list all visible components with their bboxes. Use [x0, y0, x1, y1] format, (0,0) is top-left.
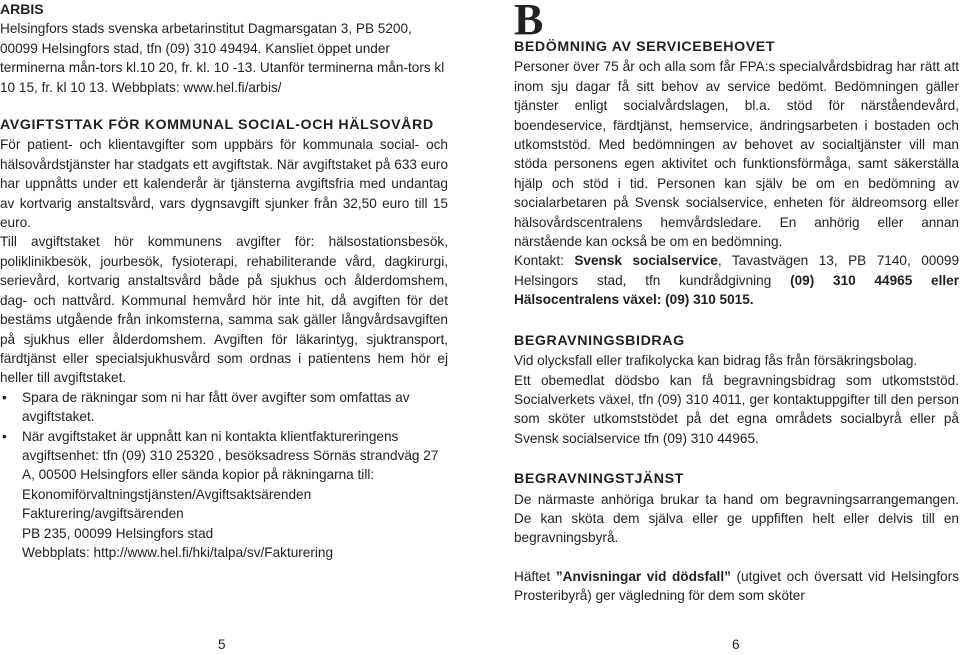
contact-prefix: Kontakt: [514, 253, 575, 269]
billing-website: Webbplats: http://www.hel.fi/hki/talpa/sv/Fakturering [22, 544, 334, 560]
assessment-paragraph: Personer över 75 år och alla som får FPA:s specialvårdsbidrag har rätt att inom sju dagar få sitt behov av service bedömt. Bedömningen gäller tjänster enligt socialvårdslagen, bl.a. stöd för närståendevård, boendeservice, färdtjänst, hemservice, ändringsarbeten i bostaden och utkomststöd. Med bedömningen av behovet av socialtjänster vill man stöda personens egen aktivitet och funktionsförmåga, samt säkerställa hjälp och stöd i tid. Personen kan själv be om en bedömning av socialarbetaren på Svensk socialservice, enheten för äldreomsorg eller hälsovårdscentralens hemvårdsledare. En anhörig eller annan närstående kan också be om en bedömning. [514, 59, 959, 250]
right-page [514, 0, 959, 606]
arbis-address: Helsingfors stads svenska arbetarinstitut Dagmarsgatan 3, PB 5200, 00099 Helsingfors stad, tfn (09) 310 49494. Kansliet öppet under terminerna mån-tors kl.10 20, fr. kl. 10 -13. Utanför terminerna mån-tors kl 10 15, fr. kl 10 13. Webbplats: www.hel.fi/arbis/ [0, 21, 445, 95]
contact-mid: , Tavastvägen 13, PB 7140, 00099 Helsingors stad, tfn kundrådgivning [514, 253, 960, 288]
fee-cap-bullet: • Spara de räkningar som ni har fått över avgifter som omfattas av avgiftstaket. [0, 388, 448, 427]
burial-support-paragraph-2: Ett obemedlat dödsbo kan få begravningsbidrag som utkomststöd. Socialverkets växel, tfn (09) 310 4011, ger kontaktuppgifter till den person som sköter utkomststödet på det egna områdets socialbyrå eller på Svensk socialservice tfn (09) 310 44965. [514, 372, 959, 446]
page-number-left: 5 [218, 637, 226, 652]
billing-address-line: Ekonomiförvaltningstjänsten/Avgiftsaktsärenden [22, 486, 312, 502]
contact-org: Svensk socialservice [574, 253, 718, 269]
page-number-right: 6 [732, 637, 740, 652]
fee-cap-paragraph-1: För patient- och klientavgifter som uppbärs för kommunala social- och hälsovårdstjänster har stadgats ett avgiftstak. När avgiftstaket på 633 euro har uppnåtts under ett kalenderår är tjänsterna avgiftsfria med undantag av kortvarig anstaltsvård, vars dygnsavgift sjunker från 32,50 euro till 15 euro. [0, 137, 448, 231]
burial-support-paragraph-1: Vid olycksfall eller trafikolycka kan bidrag fås från försäkringsbolag. [514, 353, 918, 369]
billing-address [0, 485, 448, 563]
booklet-title: ”Anvisningar vid dödsfall” [555, 568, 731, 584]
booklet-suffix: (utgivet och översatt vid Helsingfors Prosteribyrå) ger vägledning för dem som sköter [514, 568, 959, 604]
contact-phone: (09) 310 44965 eller Hälsocentralens växel: (09) 310 5015. [514, 272, 959, 308]
fee-cap-bullet-list [0, 388, 448, 485]
burial-services-paragraph-2 [514, 567, 959, 606]
burial-support-heading: BEGRAVNINGSBIDRAG [514, 332, 685, 349]
fee-cap-paragraph-2: Till avgiftstaket hör kommunens avgifter för: hälsostationsbesök, poliklinikbesök, jourbesök, fysioterapi, rehabiliterande vård, dagkirurgi, serievård, kortvarig anstaltsvård både på sjukhus och ålderdomshem, dag- och nattvård. Kommunal hemvård hör inte hit, då avgiften för det bestäms utgående från inkomsterna, samma sak gäller långvårdsavgiften på sjukhus eller ålderdomshem. Avgiften för läkarintyg, sjuktransport, färdtjänst eller specialsjukhusvård som ordnas i patientens hem hör ej heller till avgiftstaket. [0, 234, 448, 386]
billing-address-line: PB 235, 00099 Helsingfors stad [22, 525, 214, 541]
booklet-prefix: Häftet [514, 568, 556, 584]
burial-services-paragraph-1: De närmaste anhöriga brukar ta hand om begravningsarrangemangen. De kan sköta dem själva eller ge uppfiften helt eller delvis till en begravningsbyrå. [514, 491, 959, 546]
fee-cap-heading: AVGIFTSTTAK FÖR KOMMUNAL SOCIAL-OCH HÄLSOVÅRD [0, 117, 434, 134]
section-letter: B [514, 0, 544, 44]
assessment-heading: BEDÖMNING AV SERVICEBEHOVET [514, 39, 776, 55]
arbis-title: ARBIS [0, 1, 44, 17]
billing-address-line: Fakturering/avgiftsärenden [22, 506, 184, 522]
assessment-contact [514, 251, 959, 309]
left-page [0, 0, 448, 562]
fee-cap-bullet: • När avgiftstaket är uppnått kan ni kontakta klientfaktureringens avgiftsenhet: tfn (09) 310 25320 , besöksadress Sörnäs strandväg 27 A, 00500 Helsingfors eller sända kopior på räkningarna till: [0, 427, 448, 485]
burial-services-heading: BEGRAVNINGSTJÄNST [514, 471, 684, 488]
